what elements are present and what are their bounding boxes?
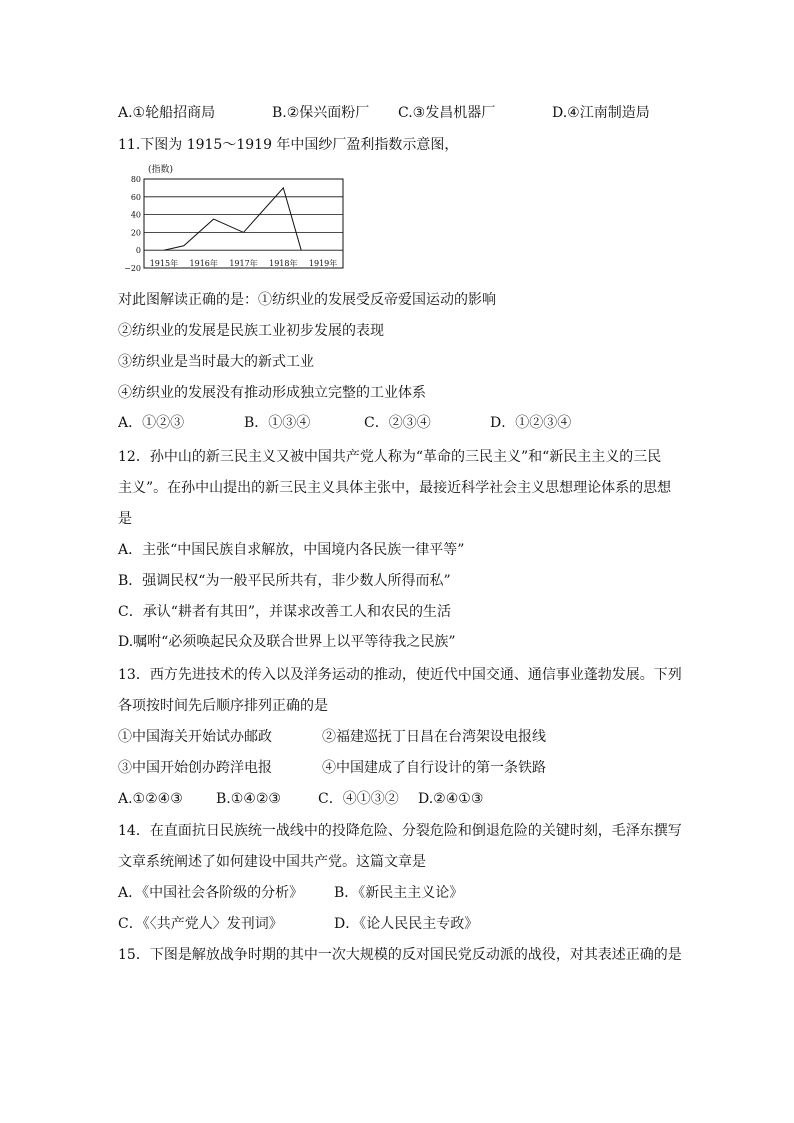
q13-option-a: A.①②④③ bbox=[118, 791, 183, 807]
q11-option-b: B．①③④ bbox=[244, 415, 311, 431]
q14-option-b: B．《新民主主义论》 bbox=[334, 885, 464, 901]
chart-grid bbox=[144, 197, 343, 250]
q10-option-d: D.④江南制造局 bbox=[552, 105, 650, 121]
q13-item-3: ③中国开始创办跨洋电报 bbox=[118, 760, 272, 776]
q10-option-b: B.②保兴面粉厂 bbox=[272, 105, 370, 121]
chart-y-tick-label: 60 bbox=[130, 192, 141, 202]
q12-stem-line-1: 12．孙中山的新三民主义又被中国共产党人称为“革命的三民主义”和“新民主主义的三民 bbox=[118, 449, 662, 465]
q13-stem-line-2: 各项按时间先后顺序排列正确的是 bbox=[118, 698, 328, 714]
q12-stem-line-3: 是 bbox=[118, 511, 132, 527]
chart-x-tick-label: 1918年 bbox=[269, 259, 298, 268]
chart-x-tick-label: 1917年 bbox=[229, 259, 258, 268]
q13-option-c: C．④①③② bbox=[318, 791, 399, 807]
q12-stem-line-2: 主义”。在孙中山提出的新三民主义具体主张中，最接近科学社会主义思想理论体系的思想 bbox=[118, 480, 672, 496]
chart-series-line bbox=[164, 188, 301, 250]
q14-option-a: A．《中国社会各阶级的分析》 bbox=[118, 885, 304, 901]
q11-interpretation: 对此图解读正确的是：①纺织业的发展受反帝爱国运动的影响 bbox=[118, 292, 496, 308]
chart-y-tick-label: −20 bbox=[124, 264, 141, 272]
chart-y-ticks bbox=[124, 175, 141, 272]
q11-option-d: D．①②③④ bbox=[490, 415, 572, 431]
chart-x-tick-label: 1916年 bbox=[189, 259, 218, 268]
q14-stem-line-2: 文章系统阐述了如何建设中国共产党。这篇文章是 bbox=[118, 854, 426, 870]
q14-option-c: C．《〈共产党人〉发刊词》 bbox=[118, 916, 283, 932]
chart-y-tick-label: 40 bbox=[130, 210, 141, 220]
q15-stem: 15．下图是解放战争时期的其中一次大规模的反对国民党反动派的战役，对其表述正确的是 bbox=[118, 947, 682, 963]
q11-option-a: A．①②③ bbox=[118, 415, 185, 431]
chart-x-tick-label: 1915年 bbox=[149, 259, 179, 268]
chart-y-tick-label: 80 bbox=[130, 175, 141, 184]
q11-statement-3: ③纺织业是当时最大的新式工业 bbox=[118, 354, 314, 370]
chart-y-tick-label: 0 bbox=[135, 246, 141, 256]
q11-statement-4: ④纺织业的发展没有推动形成独立完整的工业体系 bbox=[118, 385, 426, 401]
q13-item-4: ④中国建成了自行设计的第一条铁路 bbox=[322, 760, 546, 776]
q12-option-c: C．承认“耕者有其田”，并谋求改善工人和农民的生活 bbox=[118, 604, 452, 620]
chart-frame bbox=[144, 179, 343, 268]
q11-statement-2: ②纺织业的发展是民族工业初步发展的表现 bbox=[118, 323, 384, 339]
q13-option-b: B.①④②③ bbox=[216, 791, 281, 807]
profit-index-chart bbox=[118, 160, 350, 272]
chart-x-labels bbox=[150, 258, 338, 268]
q14-stem-line-1: 14．在直面抗日民族统一战线中的投降危险、分裂危险和倒退危险的关键时刻，毛泽东撰写 bbox=[118, 823, 682, 839]
q10-option-a: A.①轮船招商局 bbox=[118, 105, 216, 121]
q13-item-2: ②福建巡抚丁日昌在台湾架设电报线 bbox=[322, 729, 546, 745]
q10-option-c: C.③发昌机器厂 bbox=[398, 105, 496, 121]
q12-option-b: B．强调民权“为一般平民所共有，非少数人所得而私” bbox=[118, 573, 451, 589]
q12-option-d: D.嘱咐“必须唤起民众及联合世界上以平等待我之民族” bbox=[118, 634, 456, 650]
q13-item-1: ①中国海关开始试办邮政 bbox=[118, 729, 272, 745]
q11-option-c: C．②③④ bbox=[364, 415, 431, 431]
q13-option-d: D.②④①③ bbox=[418, 791, 484, 807]
q13-stem-line-1: 13．西方先进技术的传入以及洋务运动的推动，使近代中国交通、通信事业蓬勃发展。下列 bbox=[118, 667, 682, 683]
q11-stem: 11.下图为 1915～1919 年中国纱厂盈利指数示意图， bbox=[118, 137, 459, 153]
q12-option-a: A．主张“中国民族自求解放，中国境内各民族一律平等” bbox=[118, 542, 465, 558]
chart-ylabel: (指数) bbox=[148, 165, 174, 175]
chart-x-tick-label: 1919年 bbox=[308, 259, 338, 268]
chart-y-tick-label: 20 bbox=[130, 228, 141, 238]
q14-option-d: D．《论人民民主专政》 bbox=[334, 916, 479, 932]
